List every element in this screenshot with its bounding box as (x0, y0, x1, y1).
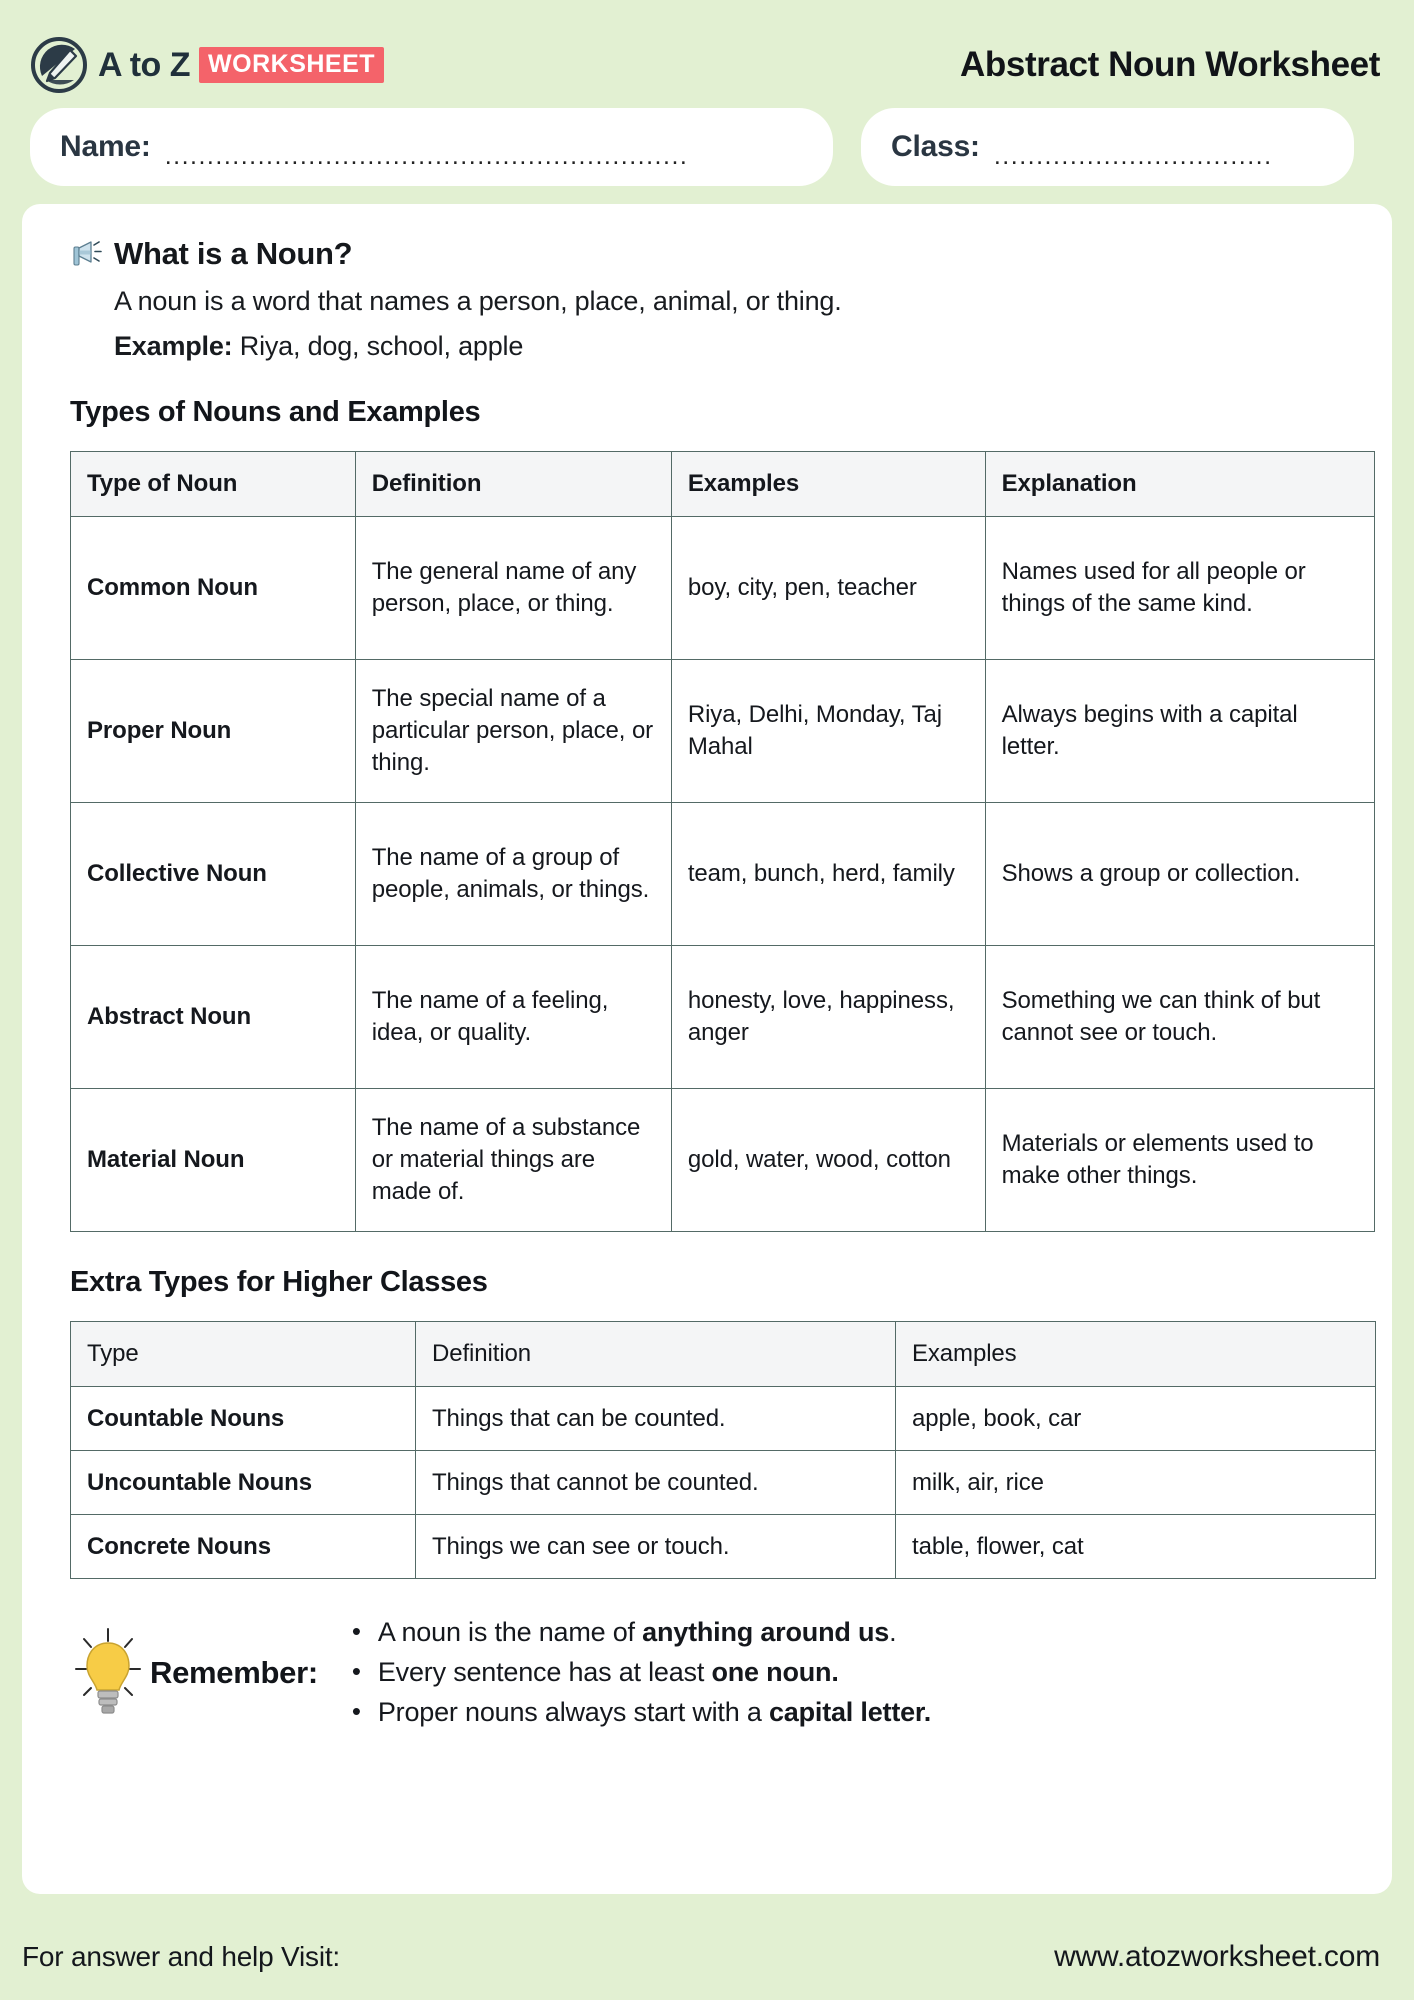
megaphone-icon (70, 237, 104, 271)
types-of-nouns-table (70, 451, 1375, 1232)
table-row (71, 803, 1375, 946)
cell-type: Uncountable Nouns (71, 1451, 416, 1515)
cell-explanation: Shows a group or collection. (985, 803, 1374, 946)
cell-type: Material Noun (71, 1089, 356, 1232)
cell-examples: apple, book, car (896, 1387, 1376, 1451)
cell-definition: Things that can be counted. (416, 1387, 896, 1451)
student-info-row (0, 108, 1414, 186)
extra-types-table (70, 1321, 1376, 1579)
remember-text: Proper nouns always start with a (377, 1696, 769, 1727)
cell-examples: Riya, Delhi, Monday, Taj Mahal (671, 660, 985, 803)
cell-type: Collective Noun (71, 803, 356, 946)
cell-definition: The name of a group of people, animals, or things. (355, 803, 671, 946)
cell-examples: honesty, love, happiness, anger (671, 946, 985, 1089)
cell-explanation: Something we can think of but cannot see or touch. (985, 946, 1374, 1089)
remember-text: A noun is the name of (377, 1617, 643, 1647)
cell-type: Concrete Nouns (71, 1515, 416, 1579)
cell-type: Countable Nouns (71, 1387, 416, 1451)
cell-explanation: Names used for all people or things of the same kind. (985, 517, 1374, 660)
cell-examples: gold, water, wood, cotton (671, 1089, 985, 1232)
page-footer (0, 1940, 1414, 1974)
list-item (348, 1693, 931, 1733)
name-input-line[interactable]: .............................................................. (164, 141, 689, 170)
th-definition: Definition (416, 1322, 896, 1387)
brand-wordmark (98, 47, 384, 83)
cell-definition: Things we can see or touch. (416, 1515, 896, 1579)
cell-explanation: Materials or elements used to make other things. (985, 1089, 1374, 1232)
table-row (71, 1387, 1376, 1451)
noun-definition: A noun is a word that names a person, place, animal, or thing. (114, 286, 842, 316)
remember-tail: . (889, 1617, 897, 1647)
pen-circle-logo-icon (30, 36, 88, 94)
what-is-a-noun-heading (70, 236, 1362, 272)
list-item (348, 1653, 931, 1693)
footer-website-link[interactable]: www.atozworksheet.com (1054, 1940, 1380, 1973)
main-table-title: Types of Nouns and Examples (70, 396, 481, 428)
extra-table-title: Extra Types for Higher Classes (70, 1266, 488, 1298)
footer-help-text: For answer and help Visit: (22, 1941, 341, 1972)
table-header-row (71, 1322, 1376, 1387)
table-header-row (71, 452, 1375, 517)
cell-examples: milk, air, rice (896, 1451, 1376, 1515)
class-field-box[interactable] (861, 108, 1354, 186)
table-row (71, 660, 1375, 803)
th-type: Type (71, 1322, 416, 1387)
lightbulb-icon (70, 1625, 146, 1721)
table-row (71, 1089, 1375, 1232)
noun-example-line (114, 331, 1362, 362)
cell-definition: The name of a substance or material things are made of. (355, 1089, 671, 1232)
cell-definition: The name of a feeling, idea, or quality. (355, 946, 671, 1089)
table-row (71, 1451, 1376, 1515)
remember-text: Every sentence has at least (377, 1656, 712, 1687)
remember-bold: one noun. (711, 1656, 839, 1687)
noun-heading-label: What is a Noun? (114, 236, 353, 271)
th-examples: Examples (671, 452, 985, 517)
table-row (71, 1515, 1376, 1579)
cell-definition: Things that cannot be counted. (416, 1451, 896, 1515)
cell-examples: table, flower, cat (896, 1515, 1376, 1579)
example-label: Example: (114, 331, 233, 361)
table-row (71, 946, 1375, 1089)
cell-type: Common Noun (71, 517, 356, 660)
list-item (348, 1613, 931, 1653)
cell-examples: team, bunch, herd, family (671, 803, 985, 946)
th-definition: Definition (355, 452, 671, 517)
cell-definition: The special name of a particular person, place, or thing. (355, 660, 671, 803)
name-label: Name: (60, 130, 151, 163)
remember-list (348, 1613, 931, 1733)
cell-type: Proper Noun (71, 660, 356, 803)
cell-explanation: Always begins with a capital letter. (985, 660, 1374, 803)
name-field-box[interactable] (30, 108, 833, 186)
remember-label: Remember: (150, 1654, 318, 1690)
cell-type: Abstract Noun (71, 946, 356, 1089)
page-header (0, 0, 1414, 104)
brand-logo (30, 36, 384, 94)
table-row (71, 517, 1375, 660)
brand-badge: WORKSHEET (199, 47, 384, 83)
remember-bold: capital letter. (768, 1696, 932, 1727)
th-examples: Examples (896, 1322, 1376, 1387)
example-text: Riya, dog, school, apple (239, 331, 524, 361)
th-explanation: Explanation (985, 452, 1374, 517)
page-title: Abstract Noun Worksheet (960, 45, 1380, 84)
worksheet-card (22, 204, 1392, 1894)
remember-bold: anything around us (642, 1617, 890, 1647)
class-label: Class: (891, 130, 980, 163)
cell-definition: The general name of any person, place, or thing. (355, 517, 671, 660)
cell-examples: boy, city, pen, teacher (671, 517, 985, 660)
class-input-line[interactable]: ................................. (993, 141, 1273, 170)
remember-section (70, 1613, 1362, 1733)
brand-name: A to Z (98, 46, 191, 84)
th-type-of-noun: Type of Noun (71, 452, 356, 517)
